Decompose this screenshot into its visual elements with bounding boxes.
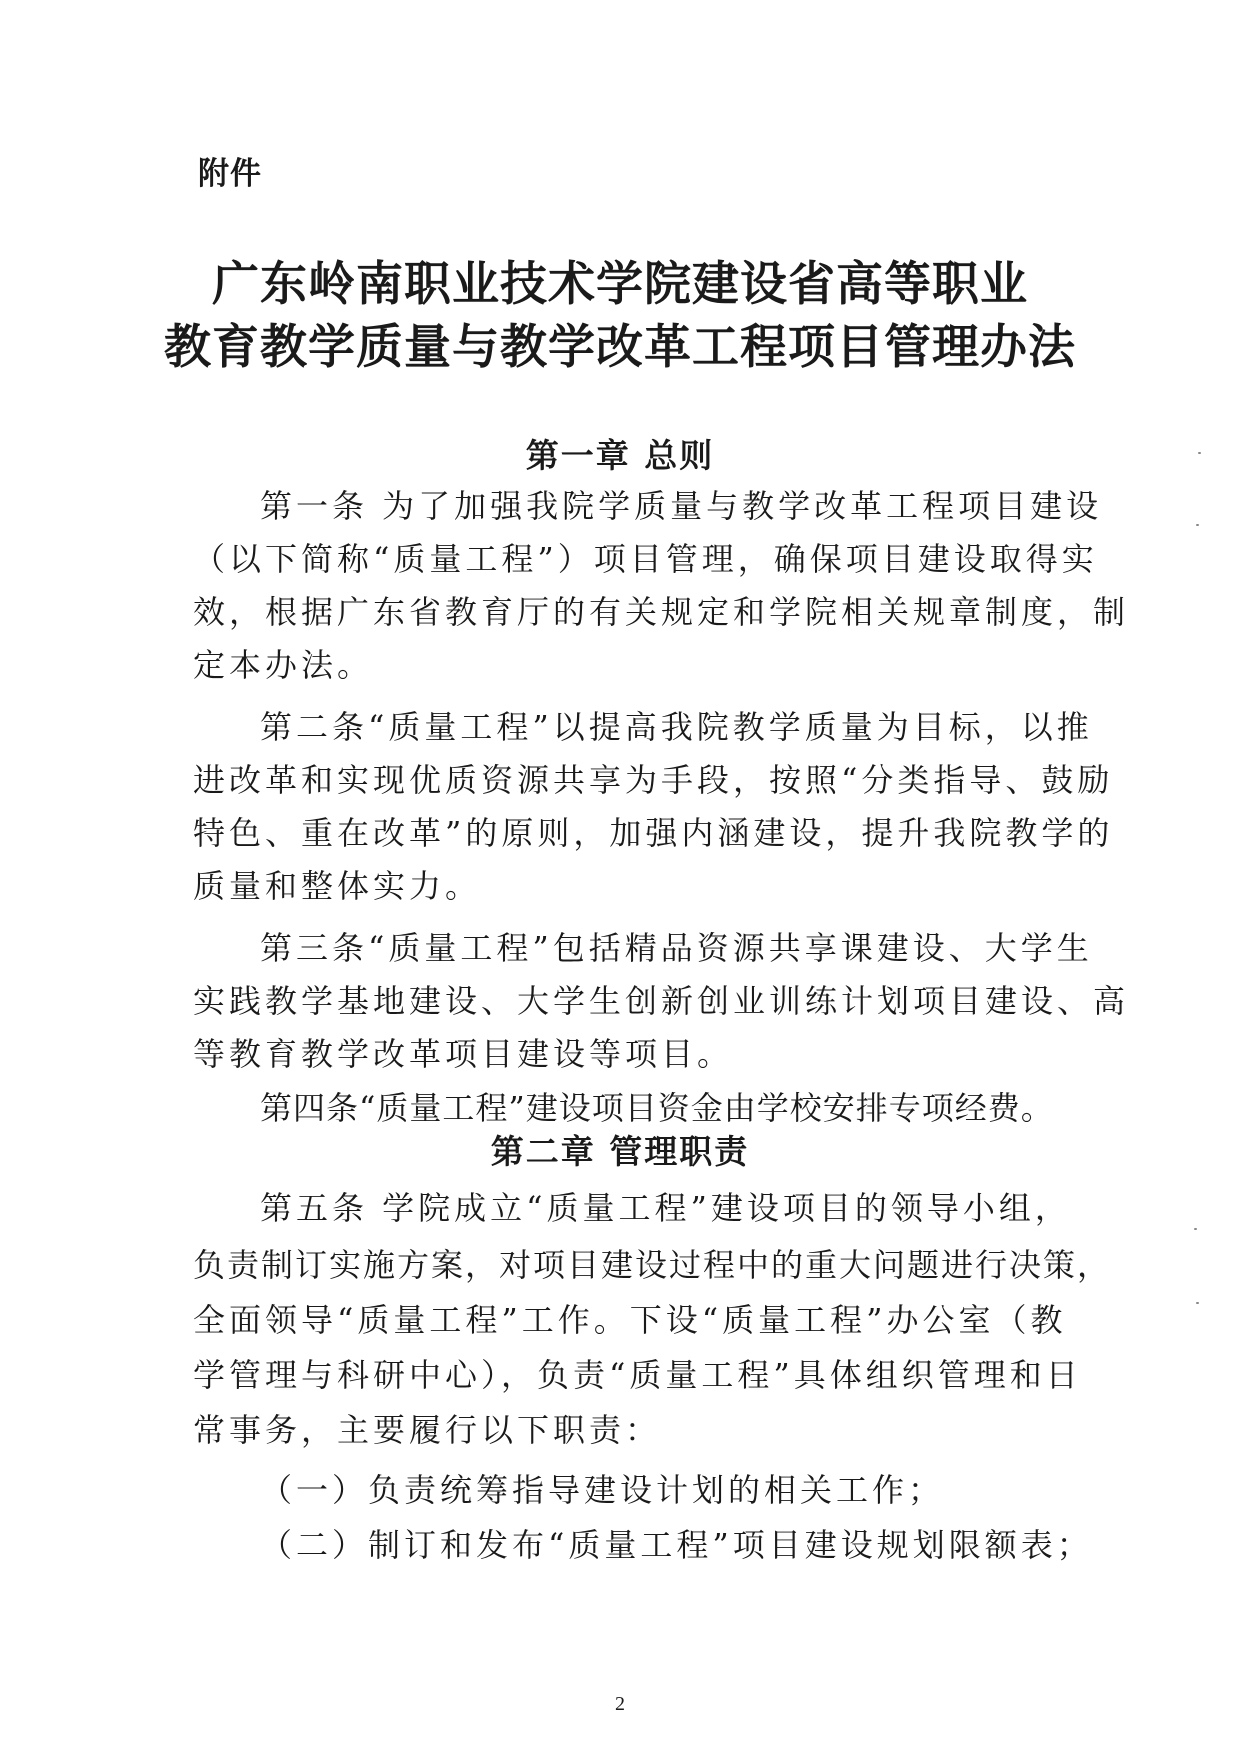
scan-speck bbox=[1196, 1302, 1199, 1304]
scan-speck bbox=[1198, 452, 1201, 454]
page-number: 2 bbox=[615, 1693, 625, 1715]
paragraph-line: 第三条“质量工程”包括精品资源共享课建设、大学生 bbox=[260, 929, 1093, 967]
scan-speck bbox=[1196, 524, 1199, 526]
paragraph-line: 负责制订实施方案，对项目建设过程中的重大问题进行决策， bbox=[193, 1246, 1112, 1284]
paragraph-line: 效，根据广东省教育厅的有关规定和学院相关规章制度，制 bbox=[193, 593, 1130, 631]
annex-label: 附件 bbox=[198, 156, 262, 192]
document-title-line-1: 广东岭南职业技术学院建设省高等职业 bbox=[212, 257, 1028, 312]
paragraph-line: 第四条“质量工程”建设项目资金由学校安排专项经费。 bbox=[260, 1089, 1054, 1127]
list-item: （一）负责统筹指导建设计划的相关工作； bbox=[260, 1471, 945, 1509]
paragraph-line: 进改革和实现优质资源共享为手段，按照“分类指导、鼓励 bbox=[193, 761, 1114, 799]
paragraph-line: 第一条 为了加强我院学质量与教学改革工程项目建设 bbox=[260, 487, 1103, 525]
paragraph-line: 定本办法。 bbox=[193, 646, 374, 684]
paragraph-line: 质量和整体实力。 bbox=[193, 867, 482, 905]
paragraph-line: 等教育教学改革项目建设等项目。 bbox=[193, 1035, 734, 1073]
paragraph-line: 第五条 学院成立“质量工程”建设项目的领导小组， bbox=[260, 1189, 1071, 1227]
scan-speck bbox=[1194, 1228, 1197, 1230]
paragraph-line: 实践教学基地建设、大学生创新创业训练计划项目建设、高 bbox=[193, 982, 1130, 1020]
paragraph-line: 常事务，主要履行以下职责： bbox=[193, 1411, 662, 1449]
chapter-1-heading: 第一章 总则 bbox=[525, 436, 715, 475]
paragraph-line: （以下简称“质量工程”）项目管理，确保项目建设取得实 bbox=[193, 540, 1098, 578]
paragraph-line: 第二条“质量工程”以提高我院教学质量为目标，以推 bbox=[260, 708, 1093, 746]
chapter-2-heading: 第二章 管理职责 bbox=[490, 1132, 750, 1171]
paragraph-line: 特色、重在改革”的原则，加强内涵建设，提升我院教学的 bbox=[193, 814, 1114, 852]
list-item: （二）制订和发布“质量工程”项目建设规划限额表； bbox=[260, 1526, 1093, 1564]
paragraph-line: 全面领导“质量工程”工作。下设“质量工程”办公室（教 bbox=[193, 1301, 1067, 1339]
document-title-line-2: 教育教学质量与教学改革工程项目管理办法 bbox=[164, 320, 1076, 375]
paragraph-line: 学管理与科研中心），负责“质量工程”具体组织管理和日 bbox=[193, 1356, 1082, 1394]
